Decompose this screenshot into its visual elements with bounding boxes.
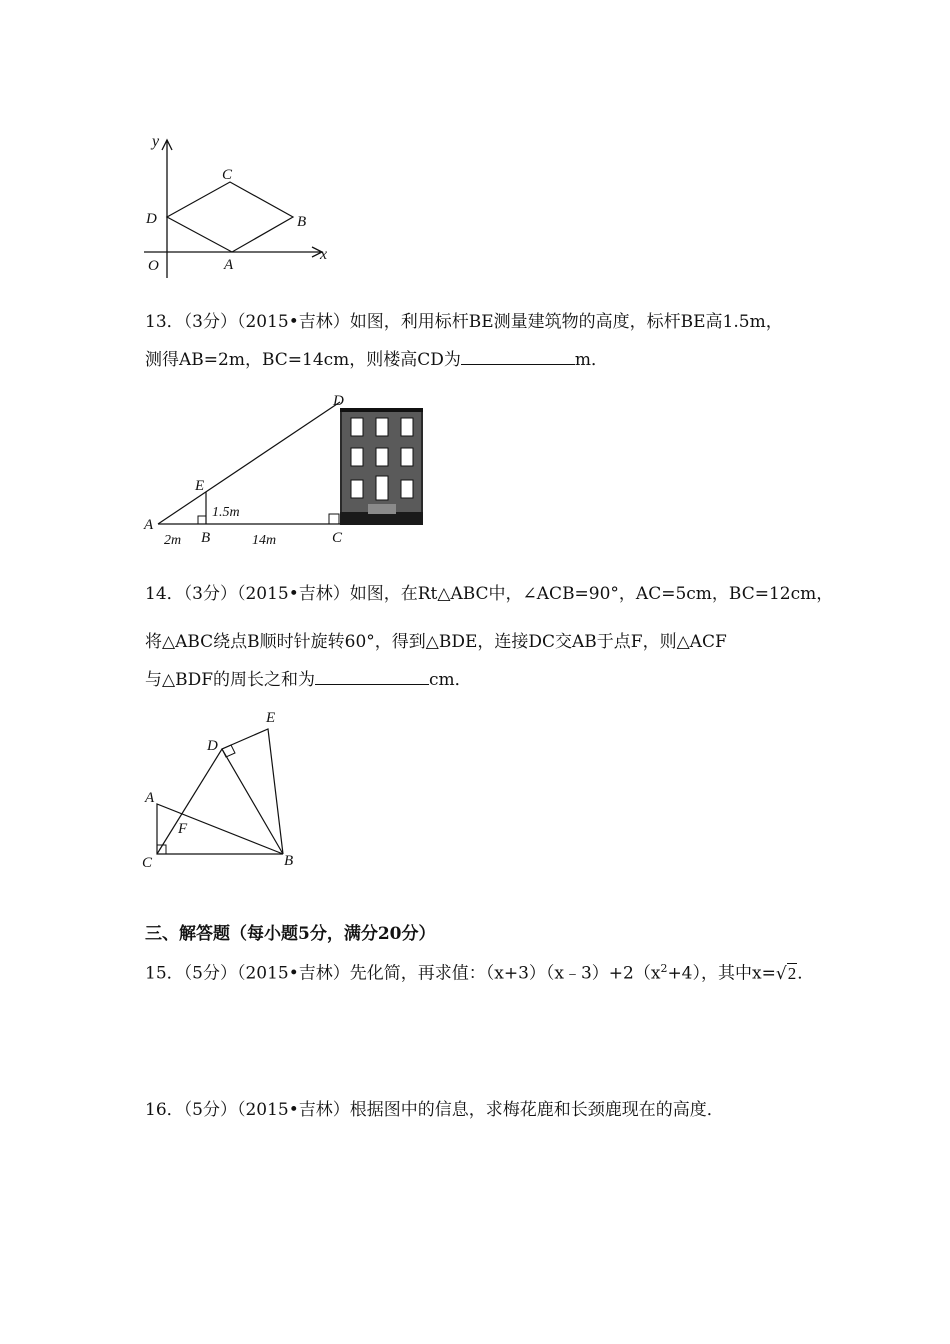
label-b: B — [201, 530, 211, 546]
triangle-bde — [222, 729, 283, 854]
label-f: F — [178, 821, 188, 837]
label-bc-length: 14m — [252, 533, 277, 548]
q13-line2-text: 测得AB=2m，BC=14cm，则楼高CD为 — [145, 350, 461, 370]
segment-dc — [157, 749, 222, 854]
sqrt-symbol: √2 — [775, 963, 797, 984]
label-o: O — [148, 258, 159, 274]
q13-line2 — [145, 348, 608, 372]
q14-line3-text: 与△BDF的周长之和为 — [145, 670, 315, 690]
label-ab-length: 2m — [164, 533, 182, 548]
figure-rhombus — [140, 128, 340, 293]
label-e: E — [266, 710, 276, 726]
label-be-length: 1.5m — [212, 505, 240, 520]
q14-line1: 14．（3分）（2015•吉林）如图，在Rt△ABC中，∠ACB=90°，AC=5cm，BC=12cm， — [145, 584, 834, 604]
q15-text-mid: +4），其中x= — [667, 963, 776, 984]
label-b: B — [297, 214, 307, 230]
right-angle-c — [329, 514, 339, 524]
label-d: D — [146, 211, 157, 227]
q15-line — [145, 957, 814, 986]
sqrt-radicand: 2 — [787, 963, 797, 983]
label-a: A — [224, 257, 234, 273]
answer-blank — [315, 668, 429, 685]
label-b: B — [284, 853, 294, 869]
q16-line: 16．（5分）（2015•吉林）根据图中的信息，求梅花鹿和长颈鹿现在的高度． — [145, 1100, 724, 1120]
building-image — [340, 408, 423, 525]
sight-line-ad — [158, 402, 340, 524]
q14-line3-unit: cm． — [429, 670, 472, 690]
label-c: C — [332, 530, 343, 546]
label-x: x — [320, 246, 328, 263]
q15-text-end: ． — [797, 963, 815, 984]
label-y: y — [152, 133, 160, 150]
q14-line2: 将△ABC绕点B顺时针旋转60°，得到△BDE，连接DC交AB于点F，则△ACF — [145, 632, 727, 652]
label-e: E — [195, 478, 205, 494]
figure-rotation — [140, 703, 310, 878]
figure-building — [140, 388, 430, 553]
answer-blank — [461, 348, 575, 365]
right-angle-b — [198, 516, 206, 524]
label-d: D — [207, 738, 218, 754]
triangle-abc — [157, 804, 283, 854]
q13-line2-unit: m． — [574, 350, 609, 370]
q15-text: 15．（5分）（2015•吉林）先化简，再求值：（x+3）（x﹣3）+2（x — [145, 963, 661, 984]
label-c: C — [222, 167, 233, 183]
label-c: C — [142, 855, 153, 871]
q13-line1: 13．（3分）（2015•吉林）如图，利用标杆BE测量建筑物的高度，标杆BE高1.5m， — [145, 312, 783, 332]
label-a: A — [145, 790, 155, 806]
q15-exponent: 2 — [660, 962, 668, 975]
label-d: D — [333, 393, 344, 409]
section-heading: 三、解答题（每小题5分，满分20分） — [145, 924, 436, 944]
label-a: A — [144, 517, 154, 533]
rhombus-abcd — [167, 182, 293, 252]
q14-line3 — [145, 668, 472, 692]
